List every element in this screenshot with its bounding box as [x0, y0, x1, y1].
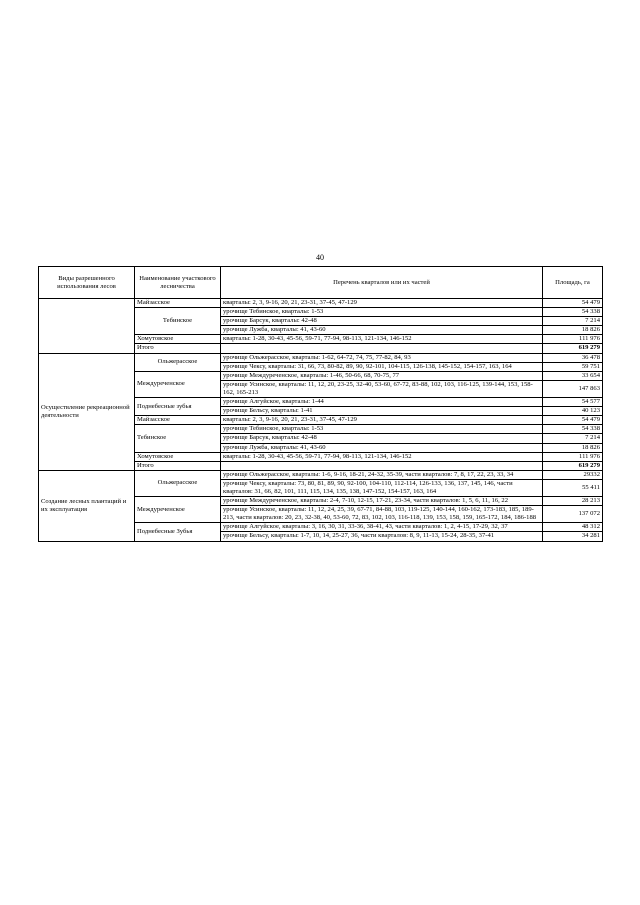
forestry-cell: Хомутовское	[135, 335, 221, 344]
area-cell: 54 479	[543, 299, 603, 308]
forestry-cell: Ольжерасское	[135, 353, 221, 371]
use-type-cell: Осуществление рекреационной деятельности	[39, 353, 135, 470]
page-number: 40	[316, 253, 324, 262]
quarters-cell: урочище Тебинское, кварталы: 1-53	[221, 425, 543, 434]
quarters-cell: урочище Алгуйское, кварталы: 3, 16, 30, 31, 33-36, 38-41, 43, части кварталов: 1, 2, 4-15, 17-29, 32, 37	[221, 523, 543, 532]
quarters-cell: урочище Междуреченское, кварталы: 1-46, 50-66, 68, 70-75, 77	[221, 371, 543, 380]
table-row	[39, 299, 603, 308]
header-area: Площадь, га	[543, 267, 603, 299]
quarters-cell: урочище Бельсу, кварталы: 1-41	[221, 407, 543, 416]
forestry-cell: Тебинское	[135, 308, 221, 335]
forestry-cell: Майзасское	[135, 299, 221, 308]
quarters-cell: кварталы: 2, 3, 9-16, 20, 21, 23-31, 37-45, 47-129	[221, 416, 543, 425]
use-type-cell	[39, 299, 135, 354]
quarters-cell: урочище Алгуйское, кварталы: 1-44	[221, 398, 543, 407]
quarters-cell: урочище Усинское, кварталы: 11, 12, 24, 25, 39, 67-71, 84-88, 103, 119-125, 140-144, 160-162, 173-183, 185, 189-213, части кварталов: 20, 23, 32-38, 40, 53-60, 72, 83, 102, 103, 116-118, 139, 153, 158, 159, 165-172, 184, 186-188	[221, 506, 543, 523]
quarters-cell: урочище Междуреченское, кварталы: 2-4, 7-10, 12-15, 17-21, 23-34, части кварталов: 1, 5, 6, 11, 16, 22	[221, 497, 543, 506]
area-cell: 18 826	[543, 326, 603, 335]
forestry-cell: Хомутовское	[135, 452, 221, 461]
area-cell: 7 214	[543, 434, 603, 443]
quarters-cell: урочище Тебинское, кварталы: 1-53	[221, 308, 543, 317]
area-cell: 29332	[543, 470, 603, 479]
area-cell: 48 312	[543, 523, 603, 532]
area-cell: 111 976	[543, 452, 603, 461]
table-row	[39, 470, 603, 479]
forestry-cell: Ольжерасское	[135, 470, 221, 496]
use-type-cell: Создание лесных плантаций и их эксплуатация	[39, 470, 135, 541]
area-cell: 147 863	[543, 380, 603, 397]
area-cell: 54 479	[543, 416, 603, 425]
forestry-cell: Майзасское	[135, 416, 221, 425]
area-cell: 40 123	[543, 407, 603, 416]
forestry-cell: Поднебесные Зубья	[135, 523, 221, 541]
total-label: Итого	[135, 344, 221, 353]
quarters-cell: урочище Лужба, кварталы: 41, 43-60	[221, 443, 543, 452]
quarters-cell: кварталы: 1-28, 30-43, 45-56, 59-71, 77-94, 98-113, 121-134, 146-152	[221, 452, 543, 461]
area-cell: 54 577	[543, 398, 603, 407]
quarters-cell	[221, 461, 543, 470]
forestry-cell: Междуреченское	[135, 371, 221, 397]
quarters-cell: урочище Бельсу, кварталы: 1-7, 10, 14, 25-27, 36, части кварталов: 8, 9, 11-13, 15-24, 28-35, 37-41	[221, 532, 543, 541]
total-label: Итого	[135, 461, 221, 470]
quarters-cell: кварталы: 1-28, 30-43, 45-56, 59-71, 77-94, 98-113, 121-134, 146-152	[221, 335, 543, 344]
quarters-cell: урочище Ольжерасское, кварталы: 1-6, 9-16, 18-21, 24-32, 35-39, части кварталов: 7, 8, 17, 22, 23, 33, 34	[221, 470, 543, 479]
area-cell: 111 976	[543, 335, 603, 344]
quarters-cell	[221, 344, 543, 353]
forest-use-table	[38, 266, 603, 542]
quarters-cell: урочище Барсук, кварталы: 42-48	[221, 434, 543, 443]
area-cell: 28 213	[543, 497, 603, 506]
quarters-cell: урочище Лужба, кварталы: 41, 43-60	[221, 326, 543, 335]
area-cell: 36 478	[543, 353, 603, 362]
area-cell: 137 072	[543, 506, 603, 523]
forestry-cell: Поднебесные зубья	[135, 398, 221, 416]
quarters-cell: урочище Барсук, кварталы: 42-48	[221, 317, 543, 326]
area-cell: 54 338	[543, 425, 603, 434]
table-row	[39, 353, 603, 362]
area-cell: 59 751	[543, 362, 603, 371]
quarters-cell: урочище Чексу, кварталы: 73, 80, 81, 89, 90, 92-100, 104-110, 112-114, 126-133, 136, 137, 145, 146, части кварталов: 31, 66, 82, 101, 111, 115, 134, 135, 138, 147-152, 154-157, 163, 164	[221, 479, 543, 496]
area-cell: 55 411	[543, 479, 603, 496]
header-use-type: Виды разрешенного использования лесов	[39, 267, 135, 299]
total-area: 619 279	[543, 461, 603, 470]
quarters-cell: кварталы: 2, 3, 9-16, 20, 21, 23-31, 37-45, 47-129	[221, 299, 543, 308]
quarters-cell: урочище Чексу, кварталы: 31, 66, 73, 80-82, 89, 90, 92-101, 104-115, 126-138, 145-152, 154-157, 163, 164	[221, 362, 543, 371]
table-header-row	[39, 267, 603, 299]
area-cell: 54 338	[543, 308, 603, 317]
quarters-cell: урочище Усинское, кварталы: 11, 12, 20, 23-25, 32-40, 53-60, 67-72, 83-88, 102, 103, 116-125, 139-144, 153, 158-162, 165-213	[221, 380, 543, 397]
total-area: 619 279	[543, 344, 603, 353]
area-cell: 33 654	[543, 371, 603, 380]
forestry-cell: Тебинское	[135, 425, 221, 452]
forestry-cell: Междуреченское	[135, 497, 221, 523]
header-forestry: Наименование участкового лесничества	[135, 267, 221, 299]
area-cell: 34 281	[543, 532, 603, 541]
area-cell: 7 214	[543, 317, 603, 326]
area-cell: 18 826	[543, 443, 603, 452]
quarters-cell: урочище Ольжерасское, кварталы: 1-62, 64-72, 74, 75, 77-82, 84, 93	[221, 353, 543, 362]
header-quarters: Перечень кварталов или их частей	[221, 267, 543, 299]
